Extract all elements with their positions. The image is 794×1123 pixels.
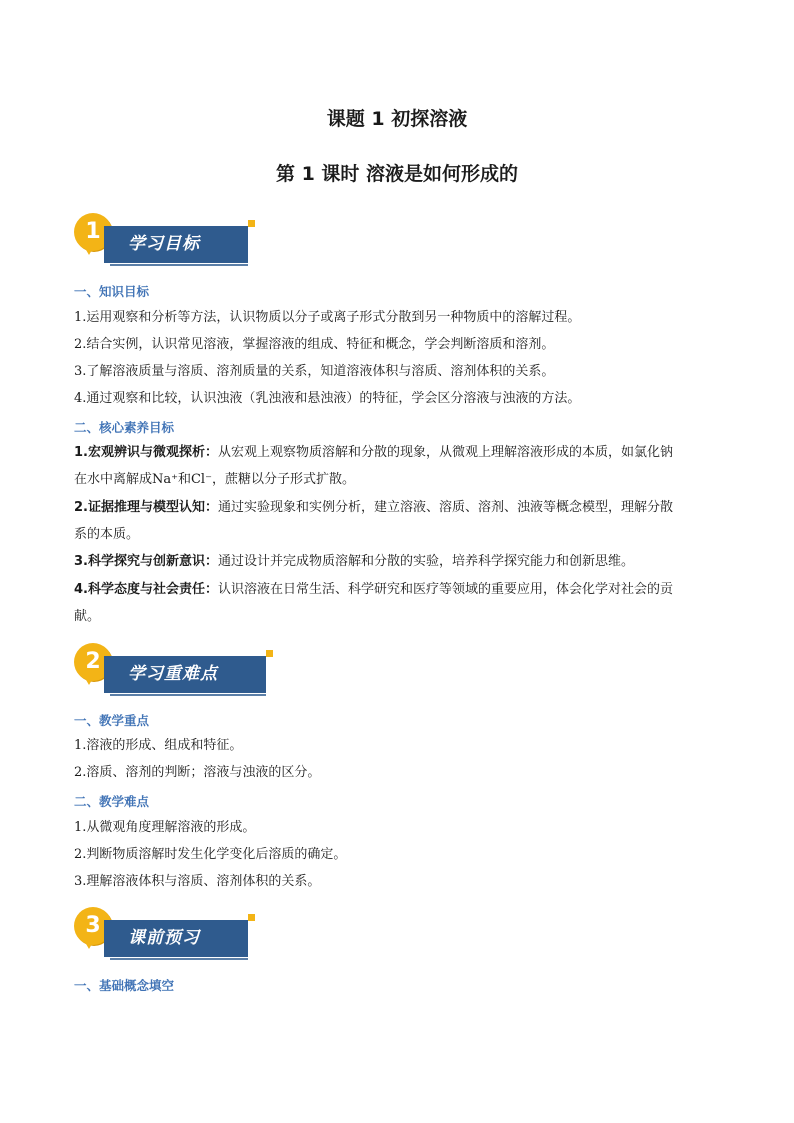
badge-tail-icon <box>82 937 96 949</box>
bar-end-decoration <box>244 920 248 957</box>
corner-square-decoration <box>266 650 273 657</box>
section-heading: 一、教学重点 <box>74 713 150 728</box>
key-point-item: 2.溶质、溶剂的判断；溶液与浊液的区分。 <box>74 765 321 780</box>
objective-item: 1.运用观察和分析等方法，认识物质以分子或离子形式分散到另一种物质中的溶解过程。 <box>74 310 581 325</box>
key-point-item: 1.溶液的形成、组成和特征。 <box>74 738 243 753</box>
core-item-head: 2.证据推理与模型认知： <box>74 500 218 515</box>
section-badge-1 <box>74 213 274 271</box>
corner-square-decoration <box>248 914 255 921</box>
badge-tail-icon <box>82 673 96 685</box>
lesson-title: 课题 1 初探溶液 <box>326 108 468 130</box>
section-label-bar <box>104 226 244 263</box>
section-badge-2 <box>74 643 274 701</box>
difficulty-item: 1.从微观角度理解溶液的形成。 <box>74 820 256 835</box>
core-item-text: 认识溶液在日常生活、科学研究和医疗等领域的重要应用，体会化学对社会的贡 <box>217 582 673 597</box>
core-item-4 <box>74 581 724 599</box>
corner-square-decoration <box>248 220 255 227</box>
section-number-3: 3 <box>74 907 112 945</box>
difficulty-item: 3.理解溶液体积与溶质、溶剂体积的关系。 <box>74 874 321 889</box>
bar-end-decoration <box>244 226 248 263</box>
core-item-head: 3.科学探究与创新意识： <box>74 554 218 569</box>
core-item-head: 1.宏观辨识与微观探析： <box>74 445 218 460</box>
core-item-3 <box>74 553 724 571</box>
section-label-2: 学习重难点 <box>128 664 218 684</box>
section-heading: 二、教学难点 <box>74 794 150 809</box>
core-item-1-cont: 在水中离解成Na⁺和Cl⁻，蔗糖以分子形式扩散。 <box>74 472 355 487</box>
underline-decoration <box>110 958 248 960</box>
core-item-4-cont: 献。 <box>74 609 101 624</box>
core-item-head: 4.科学态度与社会责任： <box>74 582 218 597</box>
section-label-bar <box>104 920 244 957</box>
core-item-text: 通过设计并完成物质溶解和分散的实验，培养科学探究能力和创新思维。 <box>217 554 634 569</box>
section-badge-3 <box>74 907 274 965</box>
section-number-2: 2 <box>74 643 112 681</box>
section-label-3: 课前预习 <box>128 928 200 948</box>
section-number-1: 1 <box>74 213 112 251</box>
core-item-text: 通过实验现象和实例分析，建立溶液、溶质、溶剂、浊液等概念模型，理解分散 <box>217 500 673 515</box>
core-item-2 <box>74 499 724 517</box>
core-item-2-cont: 系的本质。 <box>74 527 140 542</box>
section-heading: 一、基础概念填空 <box>74 978 175 993</box>
core-item-text: 从宏观上观察物质溶解和分散的现象，从微观上理解溶液形成的本质，如氯化钠 <box>217 445 673 460</box>
objective-item: 4.通过观察和比较，认识浊液（乳浊液和悬浊液）的特征，学会区分溶液与浊液的方法。 <box>74 391 581 406</box>
underline-decoration <box>110 264 248 266</box>
difficulty-item: 2.判断物质溶解时发生化学变化后溶质的确定。 <box>74 847 347 862</box>
lesson-subtitle: 第 1 课时 溶液是如何形成的 <box>275 163 519 185</box>
bar-end-decoration <box>262 656 266 693</box>
section-heading: 二、核心素养目标 <box>74 420 175 435</box>
underline-decoration <box>110 694 266 696</box>
section-label-bar <box>104 656 262 693</box>
section-heading: 一、知识目标 <box>74 284 150 299</box>
objective-item: 3.了解溶液质量与溶质、溶剂质量的关系，知道溶液体积与溶质、溶剂体积的关系。 <box>74 364 555 379</box>
section-label-1: 学习目标 <box>128 234 200 254</box>
badge-tail-icon <box>82 243 96 255</box>
core-item-1 <box>74 444 724 462</box>
objective-item: 2.结合实例，认识常见溶液，掌握溶液的组成、特征和概念，学会判断溶质和溶剂。 <box>74 337 555 352</box>
